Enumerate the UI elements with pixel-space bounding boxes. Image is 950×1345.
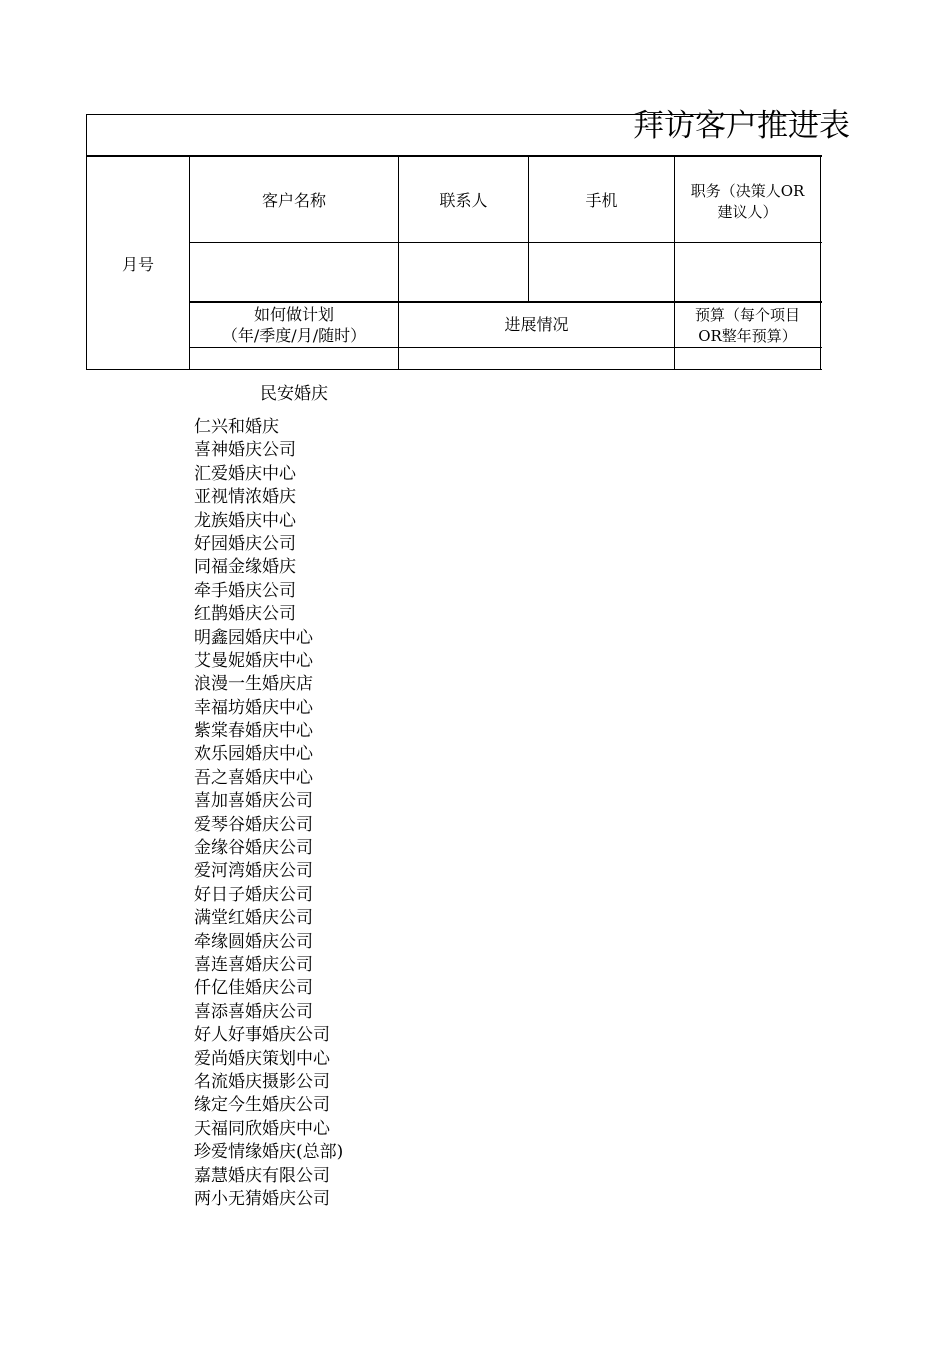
list-item: 亚视情浓婚庆 [194,487,296,508]
list-item: 牵手婚庆公司 [194,580,296,601]
list-item: 爱尚婚庆策划中心 [194,1048,330,1069]
progress-header: 进展情况 [504,315,569,334]
list-item: 天福同欣婚庆中心 [194,1118,330,1139]
list-item: 浪漫一生婚庆店 [194,674,313,695]
budget-header-line2: OR整年预算） [698,327,797,345]
list-item: 好日子婚庆公司 [194,884,313,905]
border-name-col [398,157,399,370]
list-item: 满堂红婚庆公司 [194,908,313,929]
list-item: 紫棠春婚庆中心 [194,721,313,742]
plan-header-line1: 如何做计划 [253,305,334,324]
list-item: 喜神婚庆公司 [194,440,296,461]
list-item: 喜加喜婚庆公司 [194,791,313,812]
month-header: 月号 [121,255,154,274]
list-item: 两小无猜婚庆公司 [194,1188,330,1209]
list-item: 喜连喜婚庆公司 [194,954,313,975]
list-item: 好园婚庆公司 [194,533,296,554]
position-header-line2: 建议人） [717,203,778,221]
contact-header: 联系人 [439,191,488,210]
border-header-row [190,242,822,243]
list-item: 爱河湾婚庆公司 [194,861,313,882]
budget-header-line1: 预算（每个项目 [694,306,800,324]
list-item: 嘉慧婚庆有限公司 [194,1165,330,1186]
list-item: 明鑫园婚庆中心 [194,627,313,648]
customer-name-header: 客户名称 [261,191,326,210]
border-bottom [86,369,822,370]
list-item: 喜添喜婚庆公司 [194,1001,313,1022]
list-item: 欢乐园婚庆中心 [194,744,313,765]
border-empty-row [190,301,822,303]
list-item: 红鹊婚庆公司 [194,604,296,625]
border-right [820,157,821,370]
customer-list [194,416,343,1211]
list-item: 仁兴和婚庆 [194,417,279,437]
border-left [86,114,87,370]
plan-header-line2: （年/季度/月/随时） [221,326,367,345]
border-under-title [86,155,822,157]
sheet-title: 拜访客户推进表 [633,108,850,144]
list-item: 好人好事婚庆公司 [194,1025,330,1046]
list-item: 金缘谷婚庆公司 [194,838,313,859]
border-plan-row [190,347,822,348]
list-item: 汇爱婚庆中心 [194,463,296,484]
list-item: 缘定今生婚庆公司 [194,1095,330,1116]
list-item: 爱琴谷婚庆公司 [194,814,313,835]
position-header-line1: 职务（决策人OR [690,182,805,200]
phone-header: 手机 [585,191,618,210]
list-item: 同福金缘婚庆 [194,557,296,578]
list-item: 仟亿佳婚庆公司 [194,978,313,999]
list-item: 珍爱情缘婚庆(总部) [194,1142,344,1163]
first-customer-name: 民安婚庆 [260,384,328,404]
border-contact-col [528,157,529,302]
list-item: 名流婚庆摄影公司 [194,1071,330,1092]
list-item: 吾之喜婚庆中心 [194,767,313,788]
list-item: 幸福坊婚庆中心 [194,697,313,718]
list-item: 龙族婚庆中心 [194,510,296,531]
list-item: 艾曼妮婚庆中心 [194,650,313,671]
list-item: 牵缘圆婚庆公司 [194,931,313,952]
